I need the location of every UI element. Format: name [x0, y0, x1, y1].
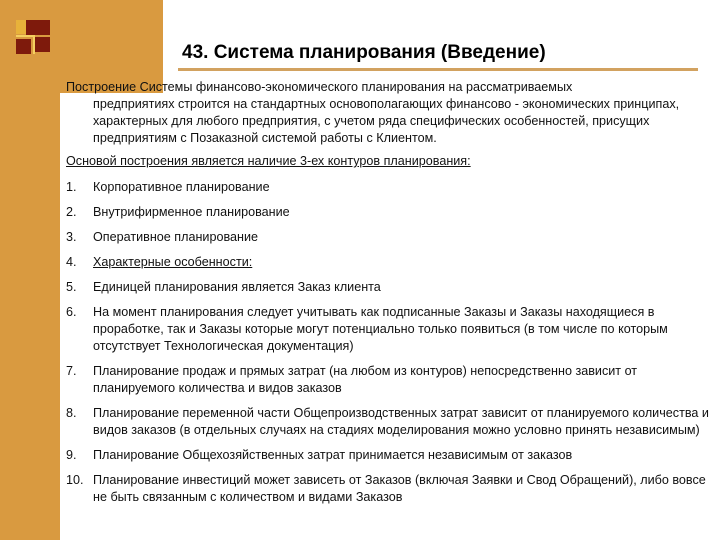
- item-text: Планирование переменной части Общепроизводственных затрат зависит от планируемого количества и видов заказов (в отдельных случаях на стадиях моделирования можно условно принять независимым): [93, 406, 709, 437]
- item-number: 6.: [66, 305, 77, 319]
- list-item: [66, 363, 711, 397]
- numbered-list: [66, 179, 711, 514]
- list-item: [66, 279, 711, 296]
- list-item: [66, 304, 711, 355]
- item-number: 4.: [66, 255, 77, 269]
- item-text: Корпоративное планирование: [93, 180, 270, 194]
- item-text: Оперативное планирование: [93, 230, 259, 244]
- list-item: [66, 472, 711, 506]
- list-item: [66, 204, 711, 221]
- page-title: 43. Система планирования (Введение): [182, 42, 546, 63]
- list-item: [66, 229, 711, 246]
- item-text: Планирование продаж и прямых затрат (на любом из контуров) непосредственно зависит от планируемого количества и видов заказов: [93, 364, 638, 395]
- title-underline: [178, 68, 698, 71]
- item-text: Характерные особенности:: [93, 255, 253, 269]
- intro-first-line: Построение Системы финансово-экономического планирования на рассматриваемых: [66, 80, 573, 94]
- item-number: 3.: [66, 230, 77, 244]
- logo-icon: [16, 20, 50, 54]
- list-item: [66, 405, 711, 439]
- item-number: 9.: [66, 448, 77, 462]
- item-number: 10.: [66, 473, 84, 487]
- list-item: [66, 447, 711, 464]
- intro-paragraph: [66, 79, 706, 147]
- item-text: На момент планирования следует учитывать как подписанные Заказы и Заказы находящиеся в проработке, так и Заказы которые могут потенциально только появиться (в том числе по которым отсутствует Технологическая документация): [93, 305, 668, 353]
- item-text: Планирование инвестиций может зависеть от Заказов (включая Заявки и Свод Обращений), либо вовсе не быть связанным с количеством и видами Заказов: [93, 473, 706, 504]
- intro-continuation: предприятиях строится на стандартных основополагающих финансово - экономических принципах, характерных для любого предприятия, с учетом ряда специфических особенностей, присущих предприятиям с Позаказной системой работы с Клиентом.: [93, 97, 680, 145]
- item-text: Внутрифирменное планирование: [93, 205, 290, 219]
- item-number: 1.: [66, 180, 77, 194]
- item-text: Единицей планирования является Заказ клиента: [93, 280, 381, 294]
- item-number: 7.: [66, 364, 77, 378]
- item-number: 8.: [66, 406, 77, 420]
- item-text: Планирование Общехозяйственных затрат принимается независимым от заказов: [93, 448, 573, 462]
- subheading: Основой построения является наличие 3-ех контуров планирования:: [66, 154, 471, 168]
- list-item: [66, 179, 711, 196]
- list-item: [66, 254, 711, 271]
- item-number: 5.: [66, 280, 77, 294]
- item-number: 2.: [66, 205, 77, 219]
